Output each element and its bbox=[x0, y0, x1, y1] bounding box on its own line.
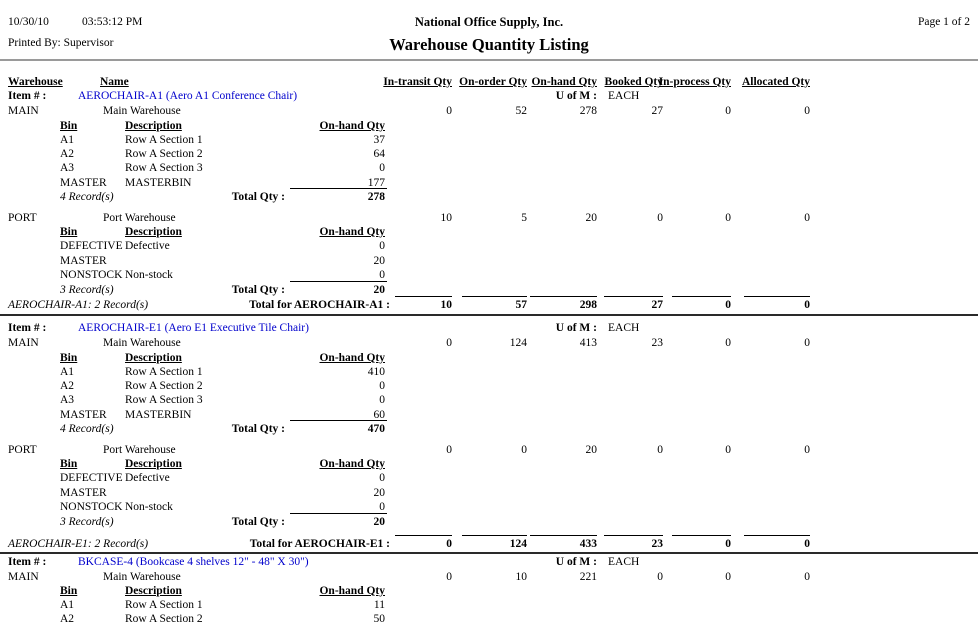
column-header-row bbox=[0, 76, 978, 90]
on-hand-qty: 20 bbox=[585, 444, 597, 456]
item-row bbox=[0, 90, 978, 104]
col-allocated: Allocated Qty bbox=[741, 76, 810, 88]
on-hand-qty: 413 bbox=[579, 337, 597, 349]
on-order-qty: 124 bbox=[509, 337, 527, 349]
uofm-label: U of M : bbox=[555, 90, 597, 102]
warehouse-name: Main Warehouse bbox=[103, 337, 181, 349]
in-process-qty: 0 bbox=[725, 444, 731, 456]
uofm-value: EACH bbox=[608, 90, 640, 102]
bin-qty: 20 bbox=[373, 487, 385, 499]
qty-col-header: On-hand Qty bbox=[319, 120, 385, 132]
item-separator bbox=[0, 314, 978, 316]
total-on-hand: 298 bbox=[579, 299, 597, 311]
bin-qty: 11 bbox=[373, 599, 385, 611]
bin-qty: 37 bbox=[373, 134, 385, 146]
total-rule bbox=[462, 296, 527, 297]
col-warehouse: Warehouse bbox=[8, 76, 63, 88]
in-process-qty: 0 bbox=[725, 571, 731, 583]
warehouse-row bbox=[0, 444, 978, 458]
header-rule bbox=[0, 59, 978, 61]
qty-col-header: On-hand Qty bbox=[319, 352, 385, 364]
warehouse-total-row bbox=[0, 423, 978, 437]
item-total-row bbox=[0, 299, 978, 313]
bin-qty: 50 bbox=[373, 613, 385, 625]
bin-desc: Row A Section 3 bbox=[125, 162, 203, 174]
bin-code: A2 bbox=[60, 613, 75, 625]
total-allocated: 0 bbox=[804, 299, 810, 311]
total-rule bbox=[744, 535, 810, 536]
total-rule bbox=[462, 535, 527, 536]
bin-row bbox=[0, 240, 978, 254]
allocated-qty: 0 bbox=[804, 571, 810, 583]
item-separator bbox=[0, 552, 978, 554]
col-on-order: On-order Qty bbox=[459, 76, 527, 88]
bin-qty: 0 bbox=[379, 269, 385, 281]
col-on-hand: On-hand Qty bbox=[531, 76, 597, 88]
in-transit-qty: 0 bbox=[446, 105, 452, 117]
bin-code: A2 bbox=[60, 148, 75, 160]
warehouse-row bbox=[0, 212, 978, 226]
total-allocated: 0 bbox=[804, 538, 810, 550]
bin-desc: Defective bbox=[125, 472, 170, 484]
bin-qty: 64 bbox=[373, 148, 385, 160]
bin-row bbox=[0, 134, 978, 148]
bin-row bbox=[0, 599, 978, 613]
item-row bbox=[0, 322, 978, 336]
bin-desc: Defective bbox=[125, 240, 170, 252]
allocated-qty: 0 bbox=[804, 444, 810, 456]
bin-code: NONSTOCK bbox=[60, 501, 123, 513]
bin-row bbox=[0, 380, 978, 394]
bin-code: A1 bbox=[60, 366, 75, 378]
bin-header-row bbox=[0, 458, 978, 472]
in-process-qty: 0 bbox=[725, 212, 731, 224]
bin-header-row bbox=[0, 352, 978, 366]
total-rule bbox=[290, 420, 387, 421]
printed-by: Printed By: Supervisor bbox=[8, 37, 114, 49]
in-process-qty: 0 bbox=[725, 337, 731, 349]
total-rule bbox=[530, 296, 597, 297]
warehouse-total-row bbox=[0, 516, 978, 530]
report-time: 03:53:12 PM bbox=[82, 16, 143, 28]
bin-header-row bbox=[0, 226, 978, 240]
allocated-qty: 0 bbox=[804, 105, 810, 117]
booked-qty: 0 bbox=[657, 444, 663, 456]
on-hand-qty: 278 bbox=[579, 105, 597, 117]
qty-col-header: On-hand Qty bbox=[319, 226, 385, 238]
bin-code: A1 bbox=[60, 599, 75, 611]
bin-row bbox=[0, 255, 978, 269]
bin-qty: 20 bbox=[373, 255, 385, 267]
bin-code: NONSTOCK bbox=[60, 269, 123, 281]
uofm-label: U of M : bbox=[555, 556, 597, 568]
qty-col-header: On-hand Qty bbox=[319, 585, 385, 597]
warehouse-name: Main Warehouse bbox=[103, 105, 181, 117]
bin-qty: 0 bbox=[379, 501, 385, 513]
on-hand-qty: 221 bbox=[579, 571, 597, 583]
warehouse-name: Main Warehouse bbox=[103, 571, 181, 583]
bin-desc: Row A Section 1 bbox=[125, 599, 203, 611]
item-total-label: Total for AEROCHAIR-A1 : bbox=[249, 299, 390, 311]
bin-code: MASTER bbox=[60, 255, 107, 267]
bin-row bbox=[0, 487, 978, 501]
bin-desc: Row A Section 2 bbox=[125, 148, 203, 160]
allocated-qty: 0 bbox=[804, 337, 810, 349]
desc-col-header: Description bbox=[125, 120, 182, 132]
report-date: 10/30/10 bbox=[8, 16, 49, 28]
bin-code: A3 bbox=[60, 394, 75, 406]
total-rule bbox=[672, 296, 731, 297]
bin-code: MASTER bbox=[60, 177, 107, 189]
total-in-process: 0 bbox=[725, 299, 731, 311]
item-link[interactable]: BKCASE-4 (Bookcase 4 shelves 12" - 48" X 30") bbox=[78, 556, 309, 568]
bin-qty: 0 bbox=[379, 162, 385, 174]
bin-qty: 410 bbox=[367, 366, 385, 378]
bin-row bbox=[0, 269, 978, 283]
total-rule bbox=[395, 535, 452, 536]
bin-qty: 0 bbox=[379, 240, 385, 252]
on-hand-qty: 20 bbox=[585, 212, 597, 224]
total-rule bbox=[395, 296, 452, 297]
total-qty-value: 470 bbox=[367, 423, 385, 435]
uofm-label: U of M : bbox=[555, 322, 597, 334]
qty-col-header: On-hand Qty bbox=[319, 458, 385, 470]
desc-col-header: Description bbox=[125, 226, 182, 238]
total-in-process: 0 bbox=[725, 538, 731, 550]
desc-col-header: Description bbox=[125, 585, 182, 597]
bin-code: MASTER bbox=[60, 409, 107, 421]
record-count: 3 Record(s) bbox=[60, 284, 114, 296]
total-rule bbox=[744, 296, 810, 297]
bin-desc: Non-stock bbox=[125, 269, 173, 281]
col-in-process: In-process Qty bbox=[658, 76, 731, 88]
uofm-value: EACH bbox=[608, 322, 640, 334]
record-count: 4 Record(s) bbox=[60, 423, 114, 435]
page-number: Page 1 of 2 bbox=[917, 16, 970, 28]
bin-row bbox=[0, 409, 978, 423]
total-in-transit: 10 bbox=[440, 299, 452, 311]
total-on-order: 124 bbox=[509, 538, 527, 550]
total-qty-value: 278 bbox=[367, 191, 385, 203]
bin-header-row bbox=[0, 585, 978, 599]
bin-row bbox=[0, 177, 978, 191]
total-in-transit: 0 bbox=[446, 538, 452, 550]
item-total-row bbox=[0, 538, 978, 552]
bin-header-row bbox=[0, 120, 978, 134]
in-transit-qty: 0 bbox=[446, 444, 452, 456]
item-link[interactable]: AEROCHAIR-A1 (Aero A1 Conference Chair) bbox=[78, 90, 298, 102]
total-rule bbox=[672, 535, 731, 536]
bin-qty: 0 bbox=[379, 394, 385, 406]
bin-qty: 177 bbox=[367, 177, 385, 189]
desc-col-header: Description bbox=[125, 352, 182, 364]
warehouse-code: PORT bbox=[8, 444, 37, 456]
bin-qty: 0 bbox=[379, 472, 385, 484]
item-row bbox=[0, 556, 978, 570]
bin-col-header: Bin bbox=[60, 226, 78, 238]
bin-row bbox=[0, 162, 978, 176]
bin-code: A3 bbox=[60, 162, 75, 174]
warehouse-row bbox=[0, 105, 978, 119]
col-booked: Booked Qty bbox=[604, 76, 663, 88]
allocated-qty: 0 bbox=[804, 212, 810, 224]
bin-qty: 0 bbox=[379, 380, 385, 392]
col-in-transit: In-transit Qty bbox=[383, 76, 452, 88]
in-process-qty: 0 bbox=[725, 105, 731, 117]
item-link[interactable]: AEROCHAIR-E1 (Aero E1 Executive Tile Chair) bbox=[78, 322, 309, 334]
bin-desc: MASTERBIN bbox=[125, 177, 192, 189]
booked-qty: 27 bbox=[651, 105, 663, 117]
total-rule bbox=[604, 296, 663, 297]
bin-col-header: Bin bbox=[60, 585, 78, 597]
warehouse-code: PORT bbox=[8, 212, 37, 224]
bin-row bbox=[0, 366, 978, 380]
bin-desc: MASTERBIN bbox=[125, 409, 192, 421]
bin-col-header: Bin bbox=[60, 352, 78, 364]
bin-row bbox=[0, 472, 978, 486]
warehouse-row bbox=[0, 337, 978, 351]
in-transit-qty: 10 bbox=[440, 212, 452, 224]
total-on-hand: 433 bbox=[579, 538, 597, 550]
item-total-label: Total for AEROCHAIR-E1 : bbox=[249, 538, 390, 550]
report-title: Warehouse Quantity Listing bbox=[389, 35, 589, 54]
total-qty-label: Total Qty : bbox=[231, 191, 285, 203]
total-rule bbox=[530, 535, 597, 536]
on-order-qty: 5 bbox=[521, 212, 527, 224]
total-rule bbox=[604, 535, 663, 536]
bin-row bbox=[0, 613, 978, 627]
warehouse-code: MAIN bbox=[8, 337, 39, 349]
bin-col-header: Bin bbox=[60, 458, 78, 470]
bin-code: A2 bbox=[60, 380, 75, 392]
warehouse-row bbox=[0, 571, 978, 585]
bin-qty: 60 bbox=[373, 409, 385, 421]
in-transit-qty: 0 bbox=[446, 571, 452, 583]
total-rule bbox=[290, 513, 387, 514]
on-order-qty: 10 bbox=[515, 571, 527, 583]
record-count: 3 Record(s) bbox=[60, 516, 114, 528]
bin-desc: Row A Section 1 bbox=[125, 366, 203, 378]
total-qty-label: Total Qty : bbox=[231, 284, 285, 296]
bin-code: MASTER bbox=[60, 487, 107, 499]
booked-qty: 0 bbox=[657, 571, 663, 583]
desc-col-header: Description bbox=[125, 458, 182, 470]
warehouse-total-row bbox=[0, 191, 978, 205]
bin-desc: Row A Section 2 bbox=[125, 613, 203, 625]
item-number-label: Item # : bbox=[8, 556, 47, 568]
col-name: Name bbox=[100, 76, 129, 88]
total-rule bbox=[290, 281, 387, 282]
warehouse-name: Port Warehouse bbox=[103, 212, 176, 224]
bin-col-header: Bin bbox=[60, 120, 78, 132]
warehouse-name: Port Warehouse bbox=[103, 444, 176, 456]
total-on-order: 57 bbox=[515, 299, 527, 311]
item-number-label: Item # : bbox=[8, 90, 47, 102]
uofm-value: EACH bbox=[608, 556, 640, 568]
bin-code: DEFECTIVE bbox=[60, 472, 123, 484]
bin-row bbox=[0, 501, 978, 515]
warehouse-code: MAIN bbox=[8, 571, 39, 583]
item-record-count: AEROCHAIR-A1: 2 Record(s) bbox=[8, 299, 149, 311]
on-order-qty: 0 bbox=[521, 444, 527, 456]
bin-code: A1 bbox=[60, 134, 75, 146]
total-booked: 23 bbox=[651, 538, 663, 550]
bin-row bbox=[0, 148, 978, 162]
total-qty-value: 20 bbox=[373, 284, 385, 296]
booked-qty: 23 bbox=[651, 337, 663, 349]
bin-desc: Non-stock bbox=[125, 501, 173, 513]
on-order-qty: 52 bbox=[515, 105, 527, 117]
bin-code: DEFECTIVE bbox=[60, 240, 123, 252]
warehouse-code: MAIN bbox=[8, 105, 39, 117]
company-name: National Office Supply, Inc. bbox=[414, 15, 564, 29]
total-qty-label: Total Qty : bbox=[231, 423, 285, 435]
item-number-label: Item # : bbox=[8, 322, 47, 334]
bin-row bbox=[0, 394, 978, 408]
in-transit-qty: 0 bbox=[446, 337, 452, 349]
record-count: 4 Record(s) bbox=[60, 191, 114, 203]
bin-desc: Row A Section 3 bbox=[125, 394, 203, 406]
total-rule bbox=[290, 188, 387, 189]
booked-qty: 0 bbox=[657, 212, 663, 224]
bin-desc: Row A Section 1 bbox=[125, 134, 203, 146]
total-qty-value: 20 bbox=[373, 516, 385, 528]
total-booked: 27 bbox=[651, 299, 663, 311]
total-qty-label: Total Qty : bbox=[231, 516, 285, 528]
bin-desc: Row A Section 2 bbox=[125, 380, 203, 392]
item-record-count: AEROCHAIR-E1: 2 Record(s) bbox=[8, 538, 149, 550]
